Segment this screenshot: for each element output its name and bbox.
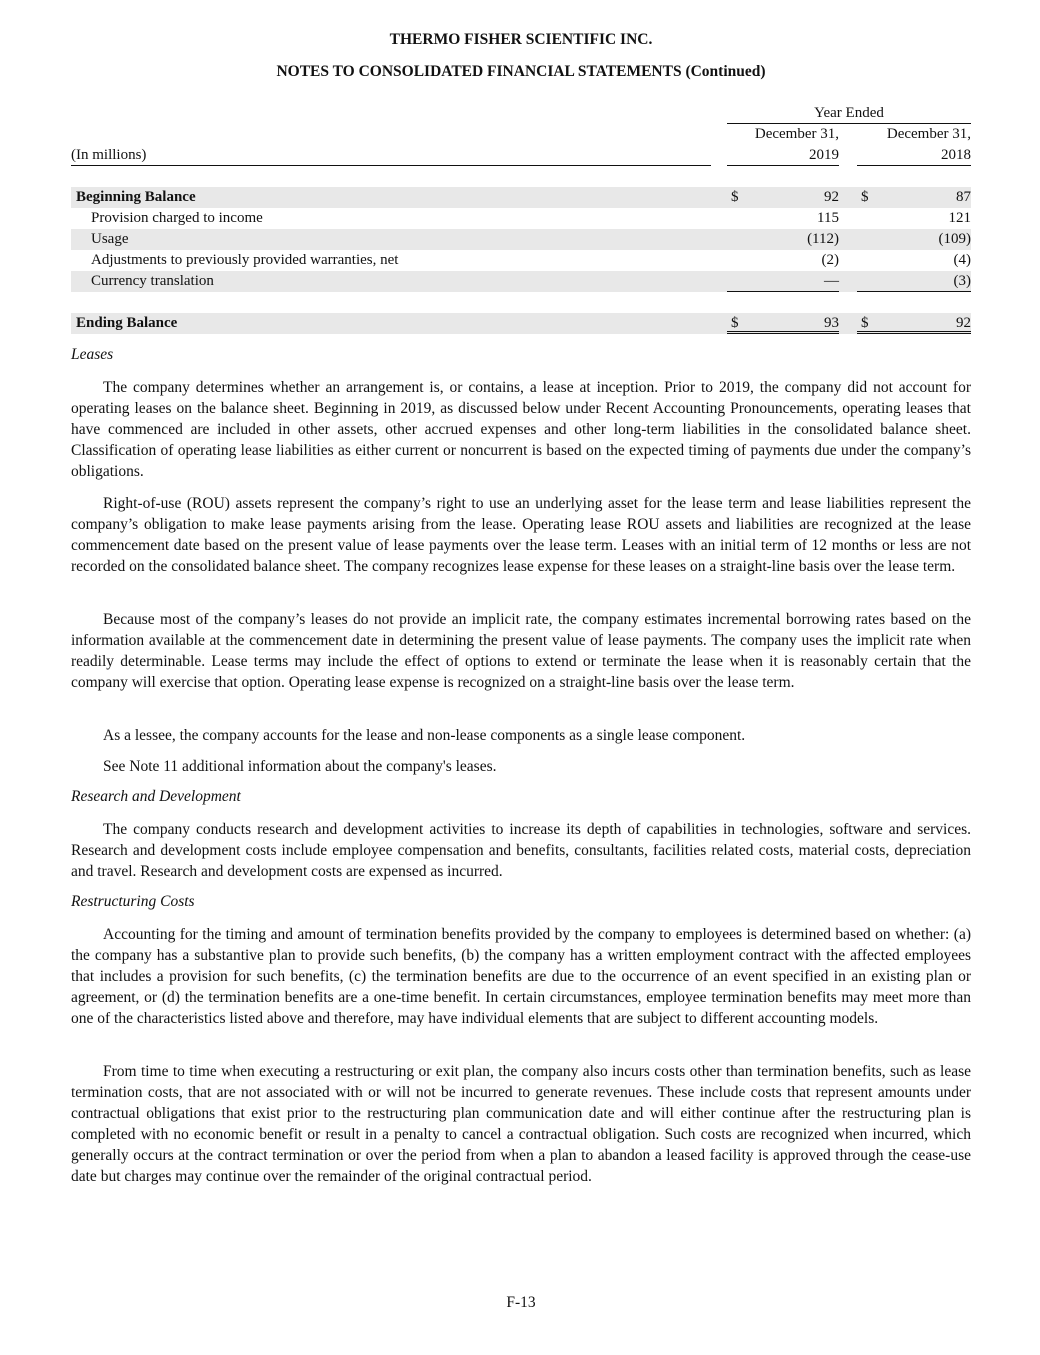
- value-2019: 92: [824, 189, 839, 205]
- table-row: [71, 229, 971, 250]
- paragraph: [71, 924, 971, 1029]
- paragraph-text: The company conducts research and development activities to increase its depth of capabilities in technologies, software and services. Research and development costs include employee compensation and benefits, consultants, facilities related costs, material costs, depreciation and travel. Research and development costs are expensed as incurred.: [71, 821, 971, 880]
- row-label: Beginning Balance: [76, 189, 196, 205]
- year-ended-header: Year Ended: [727, 105, 971, 124]
- currency-symbol: $: [861, 315, 869, 331]
- row-label: Provision charged to income: [91, 210, 263, 226]
- paragraph: [71, 609, 971, 693]
- paragraph: [71, 725, 971, 746]
- row-label: Adjustments to previously provided warranties, net: [91, 252, 399, 268]
- col-2018-date: December 31,: [886, 126, 971, 142]
- value-2019: (2): [821, 252, 839, 268]
- paragraph-text: As a lessee, the company accounts for the lease and non-lease components as a single lease component.: [103, 727, 746, 744]
- col-2018-year: 2018: [857, 147, 971, 166]
- value-2018: (109): [938, 231, 971, 247]
- notes-title: NOTES TO CONSOLIDATED FINANCIAL STATEMENTS (Continued): [276, 63, 766, 80]
- paragraph-text: The company determines whether an arrangement is, or contains, a lease at inception. Prior to 2019, the company did not account for operating leases on the balance sheet. Beginning in 2019, as discussed below under Recent Accounting Pronouncements, operating leases that have commenced are included in other assets, other accrued expenses and other long-term liabilities in the consolidated balance sheet. Classification of operating lease liabilities as either current or noncurrent is based on the expected timing of payments due under the company’s obligations.: [71, 379, 971, 480]
- table-row: [71, 250, 971, 271]
- value-2018: (4): [953, 252, 971, 268]
- value-2019: 93: [824, 315, 839, 331]
- value-2018: 92: [956, 315, 971, 331]
- paragraph-text: Accounting for the timing and amount of termination benefits provided by the company to employees is determined based on whether: (a) the company has a substantive plan to provide such benefits, (b) the company has a written employment contract with the affected employees that includes a provision for such benefits, (c) the termination benefits are due to the occurrence of an event specified in an existing plan or agreement, or (d) the termination benefits are a one-time benefit. In certain circumstances, employee termination benefits may meet more than one of the characteristics listed above and therefore, may have individual elements that are subject to different accounting models.: [71, 926, 971, 1027]
- section-title-leases: Leases: [71, 346, 114, 363]
- value-2018: (3): [953, 273, 971, 289]
- table-row: [71, 271, 971, 292]
- row-label: Ending Balance: [76, 315, 178, 331]
- currency-symbol: $: [731, 315, 739, 331]
- table-row: [71, 187, 971, 208]
- col-2019-year: 2019: [727, 147, 839, 166]
- row-label: Currency translation: [91, 273, 214, 289]
- total-double-rule: [857, 331, 971, 334]
- paragraph-text: From time to time when executing a restructuring or exit plan, the company also incurs costs other than termination benefits, such as lease termination costs, that are not associated with or will not be incurred to generate revenues. These include costs that represent amounts under contractual obligations that exist prior to the restructuring plan communication date and will either continue after the restructuring plan is completed with no economic benefit or result in a penalty to cancel a contractual obligation. Such costs are recognized when incurred, which generally occurs at the contract termination or over the period from when a plan to abandon a leased facility is approved through the cease-use date but charges may continue over the remainder of the original contractual period.: [71, 1063, 971, 1185]
- paragraph: [71, 1061, 971, 1187]
- currency-symbol: $: [861, 189, 869, 205]
- value-2018: 87: [956, 189, 971, 205]
- subtotal-rule: [727, 291, 839, 292]
- value-2019: (112): [807, 231, 839, 247]
- paragraph: [71, 493, 971, 577]
- paragraph: [71, 377, 971, 482]
- value-2019: —: [824, 273, 839, 289]
- page-number: F-13: [506, 1294, 536, 1311]
- value-2019: 115: [817, 210, 839, 226]
- section-title-research-development: Research and Development: [71, 788, 241, 805]
- row-label: Usage: [91, 231, 129, 247]
- col-2019-date: December 31,: [754, 126, 839, 142]
- unit-label: (In millions): [71, 147, 711, 166]
- table-row: [71, 208, 971, 229]
- paragraph: [71, 756, 971, 777]
- paragraph: [71, 819, 971, 882]
- section-title-restructuring-costs: Restructuring Costs: [71, 893, 195, 910]
- company-name: THERMO FISHER SCIENTIFIC INC.: [389, 31, 653, 48]
- total-double-rule: [727, 331, 839, 334]
- paragraph-text: See Note 11 additional information about the company's leases.: [103, 758, 497, 775]
- currency-symbol: $: [731, 189, 739, 205]
- value-2018: 121: [948, 210, 971, 226]
- subtotal-rule: [857, 291, 971, 292]
- paragraph-text: Because most of the company’s leases do not provide an implicit rate, the company estimates incremental borrowing rates based on the information available at the commencement date in determining the present value of lease payments. The company uses the implicit rate when readily determinable. Lease terms may include the effect of options to extend or terminate the lease when it is reasonably certain that the company will exercise that option. Operating lease expense is recognized on a straight-line basis over the lease term.: [71, 611, 971, 691]
- paragraph-text: Right-of-use (ROU) assets represent the company’s right to use an underlying asset for the lease term and lease liabilities represent the company’s obligation to make lease payments arising from the lease. Operating lease ROU assets and liabilities are recognized at the lease commencement date based on the present value of lease payments over the lease term. Leases with an initial term of 12 months or less are not recorded on the consolidated balance sheet. The company recognizes lease expense for these leases on a straight-line basis over the lease term.: [71, 495, 971, 575]
